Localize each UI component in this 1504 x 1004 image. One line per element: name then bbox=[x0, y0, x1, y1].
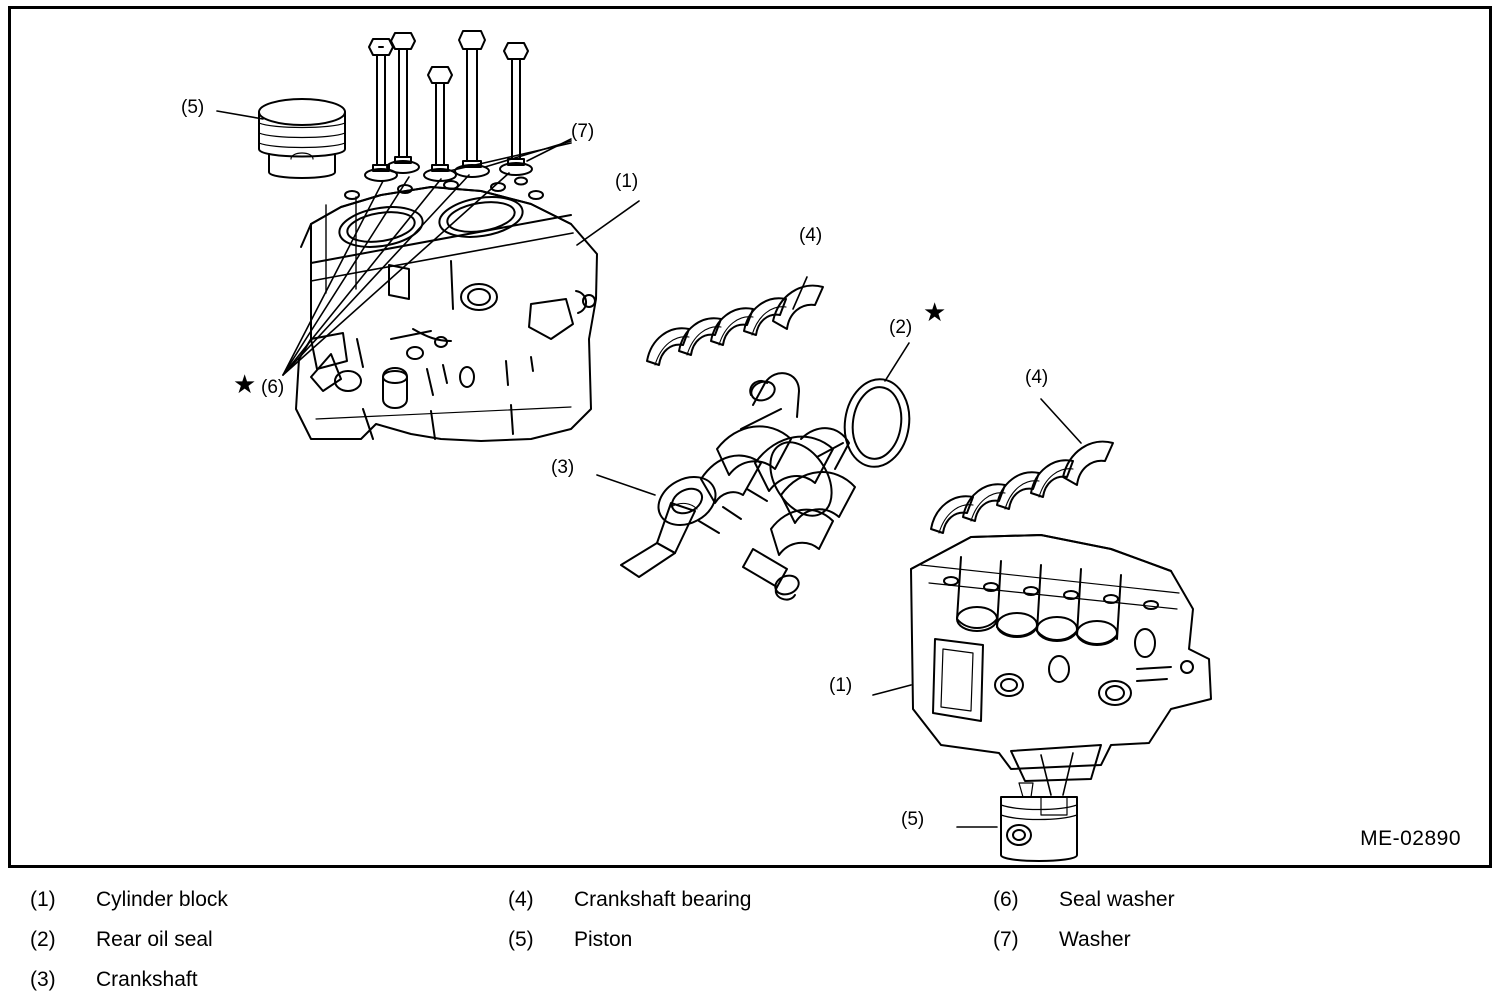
diagram-canvas bbox=[11, 9, 1495, 865]
leader-crankshaft bbox=[597, 475, 655, 495]
legend-number: (3) bbox=[30, 968, 56, 991]
legend-column-2 bbox=[508, 880, 751, 960]
legend-item bbox=[30, 960, 228, 1000]
legend-item bbox=[30, 920, 228, 960]
callout-4-right: (4) bbox=[1025, 367, 1049, 388]
legend-number: (4) bbox=[508, 888, 534, 911]
legend-item bbox=[508, 880, 751, 920]
cylinder-block-right-half bbox=[911, 535, 1211, 795]
legend-number: (2) bbox=[30, 928, 56, 951]
callout-7: (7) bbox=[571, 121, 595, 142]
legend-item bbox=[993, 880, 1175, 920]
legend bbox=[8, 880, 1492, 1000]
legend-item bbox=[508, 920, 751, 960]
legend-label: Seal washer bbox=[1059, 888, 1175, 911]
callout-5-left: (5) bbox=[181, 97, 205, 118]
cylinder-block-left-half bbox=[296, 178, 597, 442]
callout-6: (6) bbox=[261, 377, 285, 398]
star-mark-icon-right: ★ bbox=[923, 297, 947, 327]
callout-5-right: (5) bbox=[901, 809, 925, 830]
legend-number: (5) bbox=[508, 928, 534, 951]
legend-number: (6) bbox=[993, 888, 1019, 911]
leader-rear-oil-seal bbox=[885, 343, 909, 381]
legend-number: (1) bbox=[30, 888, 56, 911]
legend-number: (7) bbox=[993, 928, 1019, 951]
leader-bearing-right bbox=[1041, 399, 1081, 443]
legend-label: Cylinder block bbox=[96, 888, 228, 911]
exploded-engine-diagram bbox=[11, 9, 1495, 865]
leader-piston-left bbox=[217, 111, 263, 119]
legend-label: Rear oil seal bbox=[96, 928, 213, 951]
piston-left bbox=[259, 99, 345, 178]
legend-item bbox=[30, 880, 228, 920]
rear-oil-seal bbox=[839, 375, 915, 471]
callout-3: (3) bbox=[551, 457, 575, 478]
star-mark-icon-left: ★ bbox=[233, 369, 257, 399]
crankshaft-bearings-right bbox=[931, 442, 1113, 533]
legend-label: Washer bbox=[1059, 928, 1131, 951]
leader-block-left bbox=[577, 201, 639, 245]
legend-label: Crankshaft bbox=[96, 968, 198, 991]
leader-bearing-upper bbox=[793, 277, 807, 309]
piston-right bbox=[1001, 783, 1077, 861]
legend-column-1 bbox=[30, 880, 228, 1000]
legend-label: Crankshaft bearing bbox=[574, 888, 752, 911]
callout-1-left: (1) bbox=[615, 171, 639, 192]
legend-item bbox=[993, 920, 1175, 960]
crankshaft bbox=[621, 373, 855, 599]
figure-frame bbox=[8, 6, 1492, 868]
leader-block-right bbox=[873, 685, 911, 695]
callout-1-right: (1) bbox=[829, 675, 853, 696]
legend-label: Piston bbox=[574, 928, 633, 951]
drawing-code: ME-02890 bbox=[1360, 827, 1461, 850]
crankshaft-bearings-upper bbox=[647, 286, 823, 365]
legend-column-3 bbox=[993, 880, 1175, 960]
leader-seal-washer bbox=[283, 173, 509, 375]
callout-2: (2) bbox=[889, 317, 913, 338]
callout-4-upper: (4) bbox=[799, 225, 823, 246]
